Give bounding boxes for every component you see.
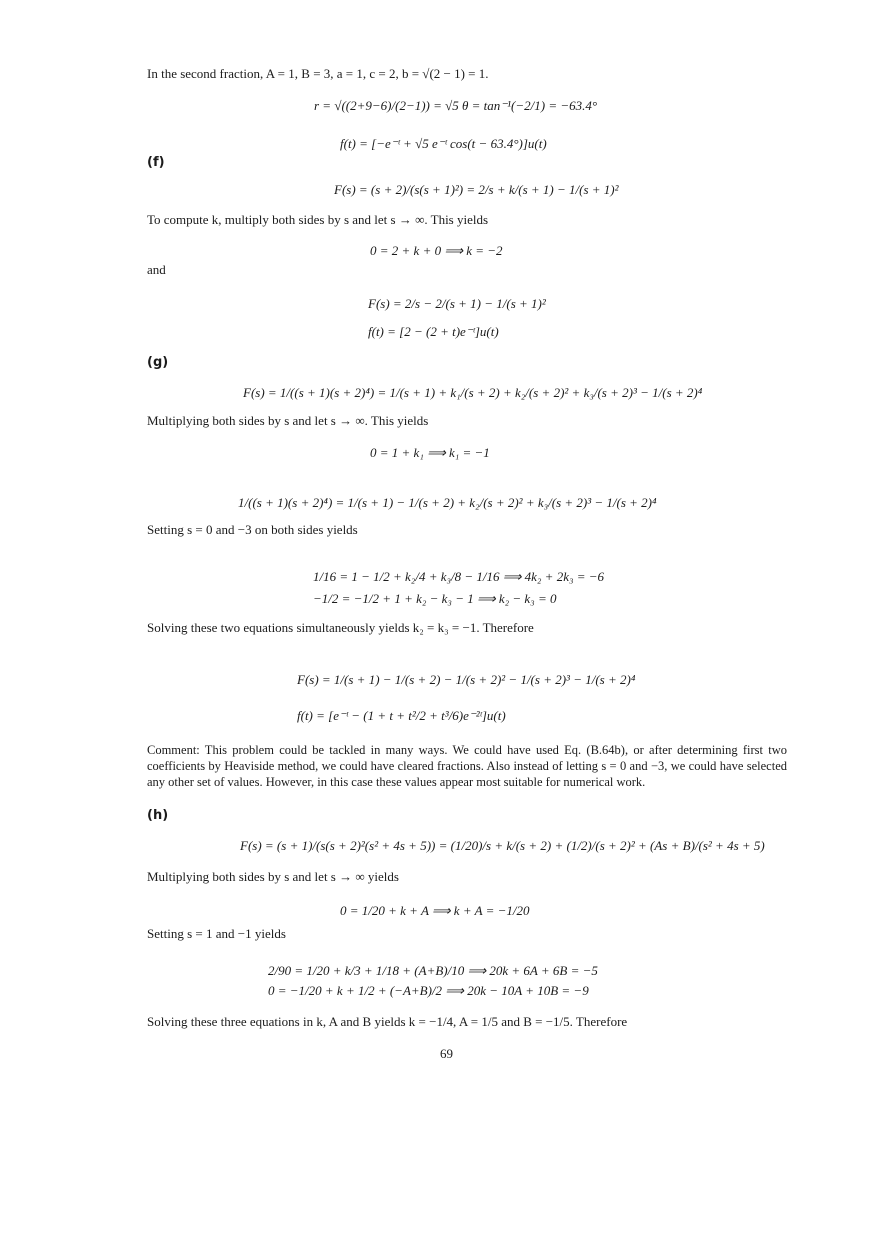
text-line: Setting s = 0 and −3 on both sides yields bbox=[147, 522, 358, 537]
equation-F-s: F(s) = (s + 1)/(s(s + 2)²(s² + 4s + 5)) = (1/20)/s + k/(s + 2) + (1/2)/(s + 2)² + (As + B)/(s² + 4s + 5) bbox=[240, 838, 765, 853]
equation-F-s: F(s) = 1/((s + 1)(s + 2)⁴) = 1/(s + 1) + k₁/(s + 2) + k₂/(s + 2)² + k₃/(s + 2)³ − 1/(s + 2)⁴ bbox=[243, 385, 703, 400]
equation-r-theta: r = √((2+9−6)/(2−1)) = √5 θ = tan⁻¹(−2/1) = −63.4° bbox=[314, 98, 598, 113]
equation-system-2: 0 = −1/20 + k + 1/2 + (−A+B)/2 ⟹ 20k − 10A + 10B = −9 bbox=[268, 983, 589, 998]
part-label-h: (h) bbox=[147, 808, 169, 823]
text-line: and bbox=[147, 262, 166, 277]
equation-system-2: −1/2 = −1/2 + 1 + k₂ − k₃ − 1 ⟹ k₂ − k₃ = 0 bbox=[313, 591, 557, 606]
part-label-f: (f) bbox=[147, 155, 165, 170]
equation-system-1: 1/16 = 1 − 1/2 + k₂/4 + k₃/8 − 1/16 ⟹ 4k₂ + 2k₃ = −6 bbox=[313, 569, 605, 584]
text-line: In the second fraction, A = 1, B = 3, a = 1, c = 2, b = √(2 − 1) = 1. bbox=[147, 66, 489, 81]
page-number: 69 bbox=[440, 1046, 453, 1061]
text-line: Multiplying both sides by s and let s → ∞ yields bbox=[147, 869, 399, 884]
part-label-g: (g) bbox=[147, 355, 169, 370]
equation-k: 0 = 2 + k + 0 ⟹ k = −2 bbox=[370, 243, 503, 258]
text-line: Solving these three equations in k, A and B yields k = −1/4, A = 1/5 and B = −1/5. Therefore bbox=[147, 1014, 628, 1029]
comment-paragraph: Comment: This problem could be tackled in many ways. We could have used Eq. (B.64b), or after determining first two coefficients by Heaviside method, we could have cleared fractions. Also instead of letting s = 0 and −3, we could have selected any other set of values. However, in this case these values appear most suitable for numerical work. bbox=[147, 743, 787, 789]
equation-k-A: 0 = 1/20 + k + A ⟹ k + A = −1/20 bbox=[340, 903, 530, 918]
equation-partial-fractions: 1/((s + 1)(s + 2)⁴) = 1/(s + 1) − 1/(s + 2) + k₂/(s + 2)² + k₃/(s + 2)³ − 1/(s + 2)⁴ bbox=[238, 495, 657, 510]
equation-F-s: F(s) = 1/(s + 1) − 1/(s + 2) − 1/(s + 2)² − 1/(s + 2)³ − 1/(s + 2)⁴ bbox=[297, 672, 636, 687]
equation-F-s: F(s) = (s + 2)/(s(s + 1)²) = 2/s + k/(s + 1) − 1/(s + 1)² bbox=[334, 182, 619, 197]
equation-f-t: f(t) = [e⁻ᵗ − (1 + t + t²/2 + t³/6)e⁻²ᵗ]u(t) bbox=[297, 708, 506, 723]
equation-F-s: F(s) = 2/s − 2/(s + 1) − 1/(s + 1)² bbox=[368, 296, 546, 311]
text-line: Solving these two equations simultaneously yields k₂ = k₃ = −1. Therefore bbox=[147, 620, 534, 635]
equation-f-t: f(t) = [−e⁻ᵗ + √5 e⁻ᵗ cos(t − 63.4°)]u(t) bbox=[340, 136, 547, 151]
equation-k1: 0 = 1 + k₁ ⟹ k₁ = −1 bbox=[370, 445, 490, 460]
text-line: Setting s = 1 and −1 yields bbox=[147, 926, 286, 941]
equation-system-1: 2/90 = 1/20 + k/3 + 1/18 + (A+B)/10 ⟹ 20k + 6A + 6B = −5 bbox=[268, 963, 598, 978]
equation-f-t: f(t) = [2 − (2 + t)e⁻ᵗ]u(t) bbox=[368, 324, 499, 339]
text-line: Multiplying both sides by s and let s → ∞. This yields bbox=[147, 413, 429, 428]
text-line: To compute k, multiply both sides by s and let s → ∞. This yields bbox=[147, 212, 489, 227]
